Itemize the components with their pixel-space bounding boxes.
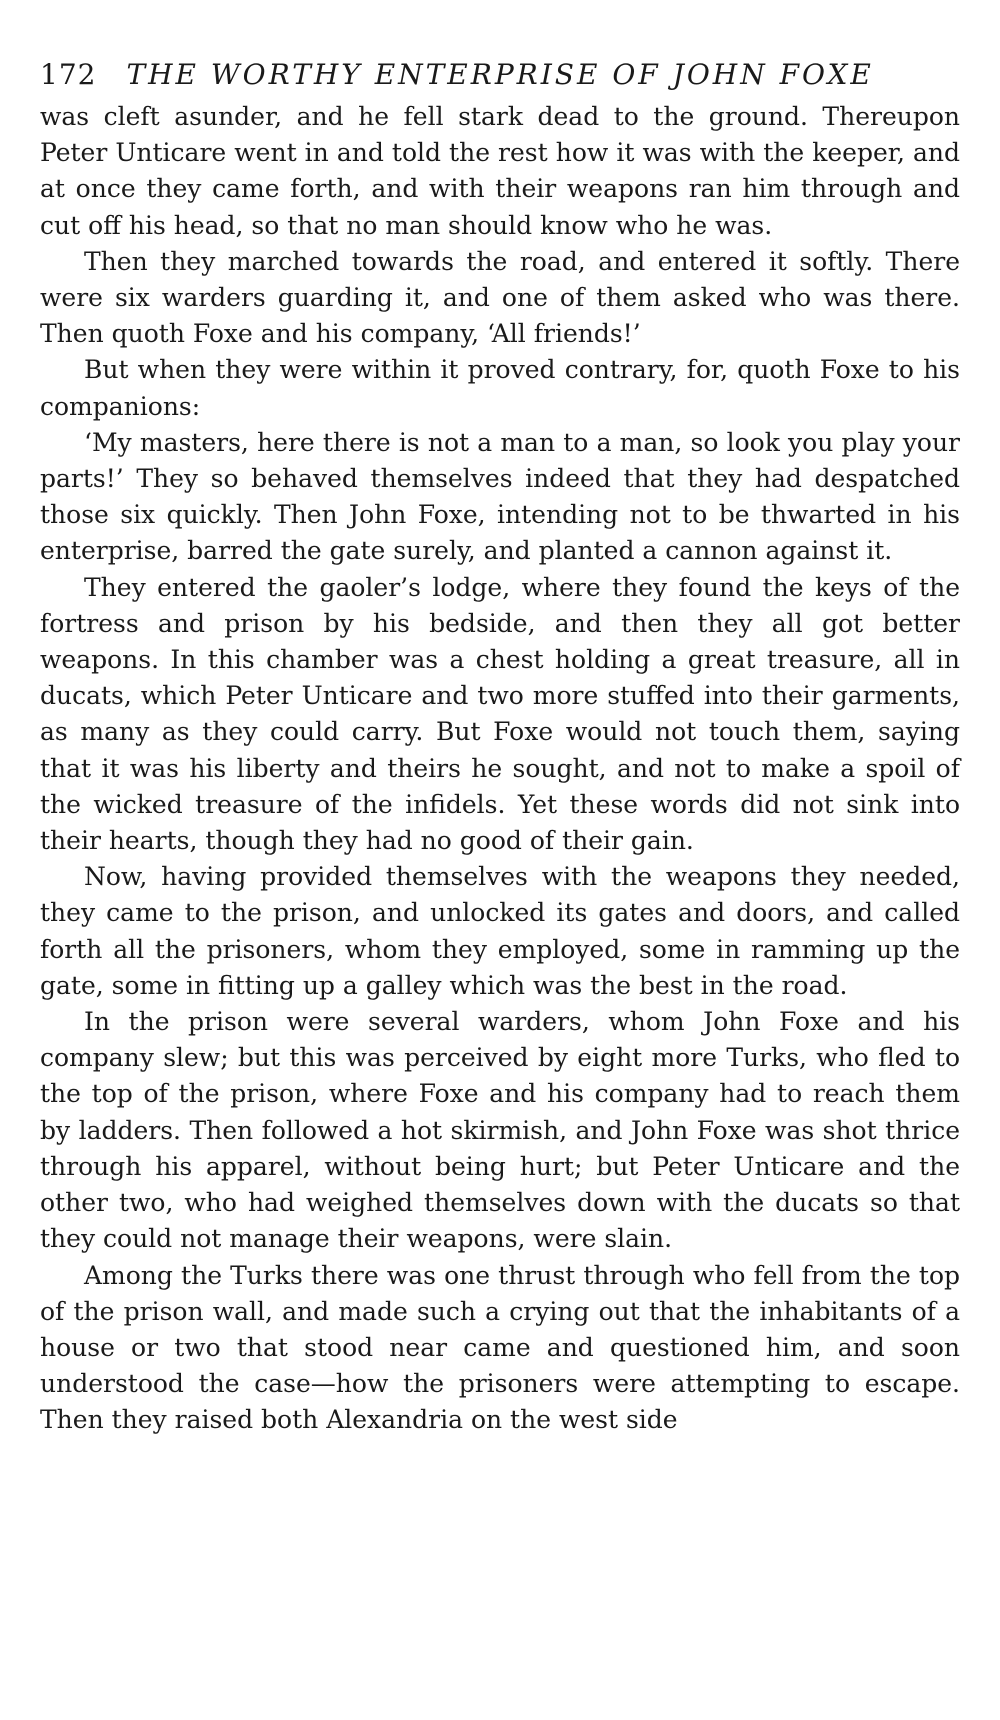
paragraph-8: Among the Turks there was one thrust through who fell from the top of the prison wall, and made such a crying out that the inhabitants of a house or two that stood near came and questioned him, and soon understood the case—how the prisoners were attempting to escape. Then they raised both Alexandria on the west side — [40, 1260, 960, 1435]
paragraph-4: ‘My masters, here there is not a man to a man, so look you play your parts!’ They so behaved themselves indeed that they had despatched those six quickly. Then John Foxe, intending not to be thwarted in his enterprise, barred the gate surely, and planted a cannon against it. — [40, 427, 960, 566]
body-text — [40, 99, 960, 1439]
paragraph-3: But when they were within it proved contrary, for, quoth Foxe to his companions: — [40, 355, 960, 421]
paragraph-7: In the prison were several warders, whom John Foxe and his company slew; but this was perceived by eight more Turks, who fled to the top of the prison, where Foxe and his company had to reach them by ladders. Then followed a hot skirmish, and John Foxe was shot thrice through his apparel, without being hurt; but Peter Unticare and the other two, who had weighed themselves down with the ducats so that they could not manage their weapons, were slain. — [40, 1007, 960, 1254]
page-number: 172 — [40, 58, 97, 91]
running-header — [40, 58, 960, 91]
book-page — [40, 58, 960, 1439]
paragraph-2: Then they marched towards the road, and entered it softly. There were six warders guarding it, and one of them asked who was there. Then quoth Foxe and his company, ‘All friends!’ — [40, 246, 960, 349]
paragraph-5: They entered the gaoler’s lodge, where they found the keys of the fortress and prison by his bedside, and then they all got better weapons. In this chamber was a chest holding a great treasure, all in ducats, which Peter Unticare and two more stuffed into their garments, as many as they could carry. But Foxe would not touch them, saying that it was his liberty and theirs he sought, and not to make a spoil of the wicked treasure of the infidels. Yet these words did not sink into their hearts, though they had no good of their gain. — [40, 572, 960, 856]
paragraph-1: was cleft asunder, and he fell stark dead to the ground. Thereupon Peter Unticare went in and told the rest how it was with the keeper, and at once they came forth, and with their weapons ran him through and cut off his head, so that no man should know who he was. — [40, 102, 960, 240]
running-title: THE WORTHY ENTERPRISE OF JOHN FOXE — [126, 58, 874, 91]
paragraph-6: Now, having provided themselves with the weapons they needed, they came to the prison, and unlocked its gates and doors, and called forth all the prisoners, whom they employed, some in ramming up the gate, some in fitting up a galley which was the best in the road. — [40, 862, 960, 1000]
